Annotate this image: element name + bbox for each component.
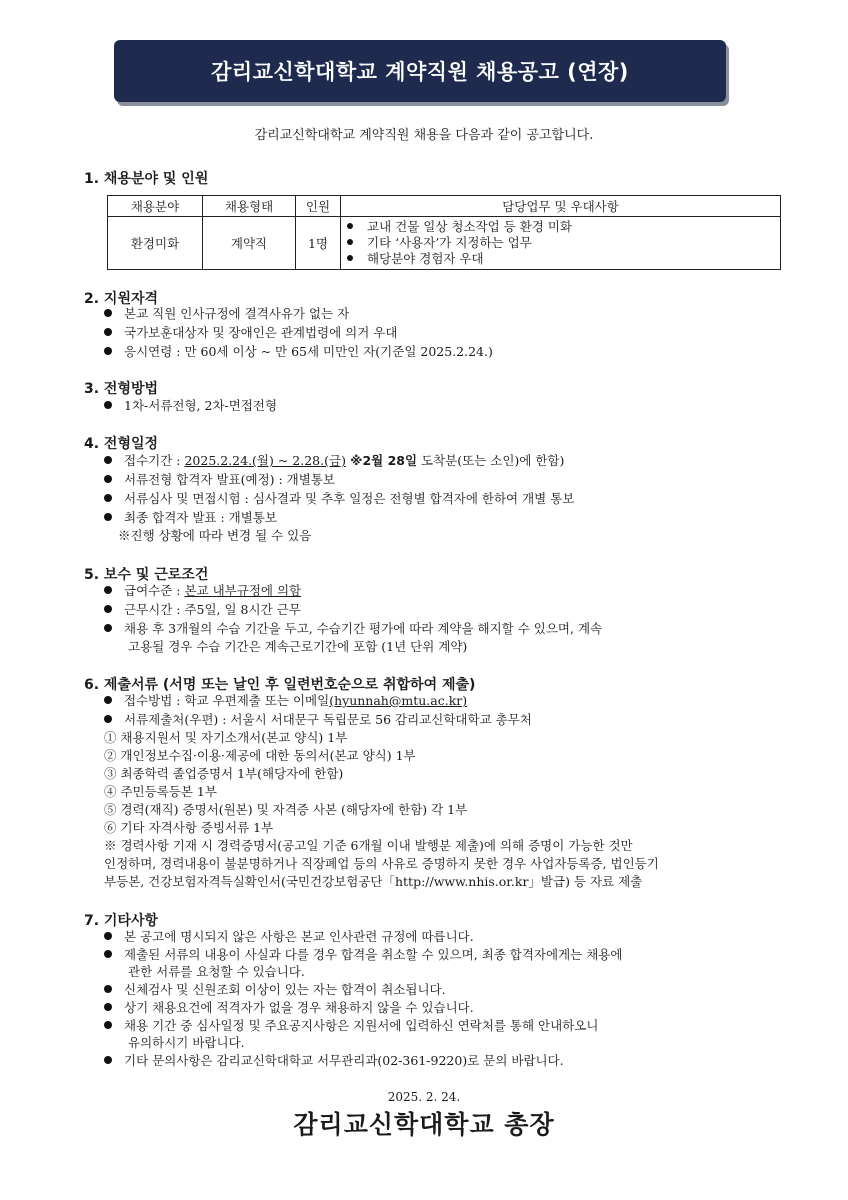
document-item: ⑥ 기타 자격사항 증빙서류 1부 (104, 820, 274, 835)
duty-item: 해당분야 경험자 우대 (347, 251, 774, 267)
list-item: 본 공고에 명시되지 않은 사항은 본교 인사관련 규정에 따릅니다. (104, 928, 474, 945)
announcement-date: 2025. 2. 24. (387, 1090, 461, 1104)
bullet-icon (104, 586, 112, 594)
list-item: 서류심사 및 면접시험 : 심사결과 및 추후 일정은 전형별 합격자에 한하여 개별 통보 (104, 490, 574, 507)
page-title: 감리교신학대학교 계약직원 채용공고 (연장) (211, 60, 629, 84)
header-type: 채용형태 (203, 196, 296, 217)
list-item: 신체검사 및 신원조회 이상이 있는 자는 합격이 취소됩니다. (104, 981, 446, 998)
header-duties: 담당업무 및 우대사항 (341, 196, 781, 217)
list-item: 접수기간 : 2025.2.24.(월) ~ 2.28.(금) ※2월 28일 도착분(또는 소인)에 한함) (104, 452, 564, 469)
bullet-icon (104, 513, 112, 521)
list-item-continued: 유의하시기 바랍니다. (128, 1035, 245, 1050)
bullet-icon (104, 494, 112, 502)
list-item: 응시연령 : 만 60세 이상 ~ 만 65세 미만인 자(기준일 2025.2.24.) (104, 343, 493, 360)
bullet-icon (104, 715, 112, 723)
pay-value: 본교 내부규정에 의함 (184, 583, 302, 598)
bullet-icon (104, 401, 112, 409)
bullet-icon (104, 932, 112, 940)
career-note-line: 인정하며, 경력내용이 불분명하거나 직장폐업 등의 사유로 증명하지 못한 경우 사업자등록증, 법인등기 (104, 856, 659, 871)
list-item: 근무시간 : 주5일, 일 8시간 근무 (104, 601, 301, 618)
table-header-row (108, 196, 781, 217)
cell-field: 환경미화 (108, 217, 203, 270)
signature: 감리교신학대학교 총장 (293, 1110, 555, 1139)
header-field: 채용분야 (108, 196, 203, 217)
document-item: ④ 주민등록등본 1부 (104, 784, 217, 799)
bullet-icon (104, 1003, 112, 1011)
section-3-title: 3. 전형방법 (84, 381, 159, 397)
bullet-icon (104, 950, 112, 958)
list-item: 채용 기간 중 심사일정 및 주요공지사항은 지원서에 입력하신 연락처를 통해 안내하오니 (104, 1017, 598, 1034)
list-item: 서류전형 합격자 발표(예정) : 개별통보 (104, 471, 335, 488)
duty-item: 기타 ‘사용자’가 지정하는 업무 (347, 235, 774, 251)
bullet-icon (347, 223, 353, 229)
title-banner (114, 40, 726, 102)
section-6-title: 6. 제출서류 (서명 또는 날인 후 일련번호순으로 취합하여 제출) (84, 677, 476, 693)
list-item: 기타 문의사항은 감리교신학대학교 서무관리과(02-361-9220)로 문의 바랍니다. (104, 1052, 564, 1069)
document-item: ② 개인정보수집·이용·제공에 대한 동의서(본교 양식) 1부 (104, 748, 416, 763)
bullet-icon (104, 1021, 112, 1029)
career-note: ※ 경력사항 기재 시 경력증명서(공고일 기준 6개월 이내 발행분 제출)에 의해 증명이 가능한 것만 (104, 838, 633, 853)
application-period: 2025.2.24.(월) ~ 2.28.(금) (184, 453, 346, 468)
bullet-icon (104, 456, 112, 464)
table-row (108, 217, 781, 270)
bullet-icon (104, 475, 112, 483)
list-item-continued: 고용될 경우 수습 기간은 계속근로기간에 포함 (1년 단위 계약) (128, 639, 468, 654)
list-item: 1차-서류전형, 2차-면접전형 (104, 397, 277, 414)
bullet-icon (104, 347, 112, 355)
recruit-table (107, 195, 781, 270)
bullet-icon (104, 696, 112, 704)
header-count: 인원 (296, 196, 341, 217)
section-5-title: 5. 보수 및 근로조건 (84, 567, 209, 583)
schedule-note: ※진행 상황에 따라 변경 될 수 있음 (118, 528, 312, 543)
cell-count: 1명 (296, 217, 341, 270)
list-item: 접수방법 : 학교 우편제출 또는 이메일(hyunnah@mtu.ac.kr) (104, 692, 467, 709)
section-4-title: 4. 전형일정 (84, 436, 159, 452)
list-item: 급여수준 : 본교 내부규정에 의함 (104, 582, 301, 599)
bullet-icon (104, 1056, 112, 1064)
bullet-icon (104, 328, 112, 336)
list-item: 채용 후 3개월의 수습 기간을 두고, 수습기간 평가에 따라 계약을 해지할 수 있으며, 계속 (104, 620, 602, 637)
list-item: 국가보훈대상자 및 장애인은 관계법령에 의거 우대 (104, 324, 397, 341)
section-1-title: 1. 채용분야 및 인원 (84, 171, 209, 187)
cell-type: 계약직 (203, 217, 296, 270)
bullet-icon (347, 239, 353, 245)
list-item: 최종 합격자 발표 : 개별통보 (104, 509, 277, 526)
list-item: 제출된 서류의 내용이 사실과 다를 경우 합격을 취소할 수 있으며, 최종 합격자에게는 채용에 (104, 946, 622, 963)
document-item: ③ 최종학력 졸업증명서 1부(해당자에 한함) (104, 766, 344, 781)
bullet-icon (104, 605, 112, 613)
bullet-icon (104, 985, 112, 993)
intro-text: 감리교신학대학교 계약직원 채용을 다음과 같이 공고합니다. (254, 128, 594, 143)
list-item: 상기 채용요건에 적격자가 없을 경우 채용하지 않을 수 있습니다. (104, 999, 474, 1016)
bullet-icon (104, 624, 112, 632)
email-link[interactable]: (hyunnah@mtu.ac.kr) (329, 693, 468, 708)
duty-item: 교내 건물 일상 청소작업 등 환경 미화 (347, 219, 774, 235)
bullet-icon (347, 255, 353, 261)
section-2-title: 2. 지원자격 (84, 291, 159, 307)
bullet-icon (104, 309, 112, 317)
list-item: 서류제출처(우편) : 서울시 서대문구 독립문로 56 감리교신학대학교 총무처 (104, 711, 532, 728)
list-item-continued: 관한 서류를 요청할 수 있습니다. (128, 964, 305, 979)
career-note-line: 부등본, 건강보험자격득실확인서(국민건강보험공단「http://www.nhis.or.kr」발급) 등 자료 제출 (104, 874, 643, 889)
section-7-title: 7. 기타사항 (84, 913, 159, 929)
deadline-highlight: ※2월 28일 (345, 453, 418, 468)
document-item: ⑤ 경력(재직) 증명서(원본) 및 자격증 사본 (해당자에 한함) 각 1부 (104, 802, 468, 817)
cell-duties (341, 217, 781, 270)
list-item: 본교 직원 인사규정에 결격사유가 없는 자 (104, 305, 349, 322)
document-item: ① 채용지원서 및 자기소개서(본교 양식) 1부 (104, 730, 348, 745)
